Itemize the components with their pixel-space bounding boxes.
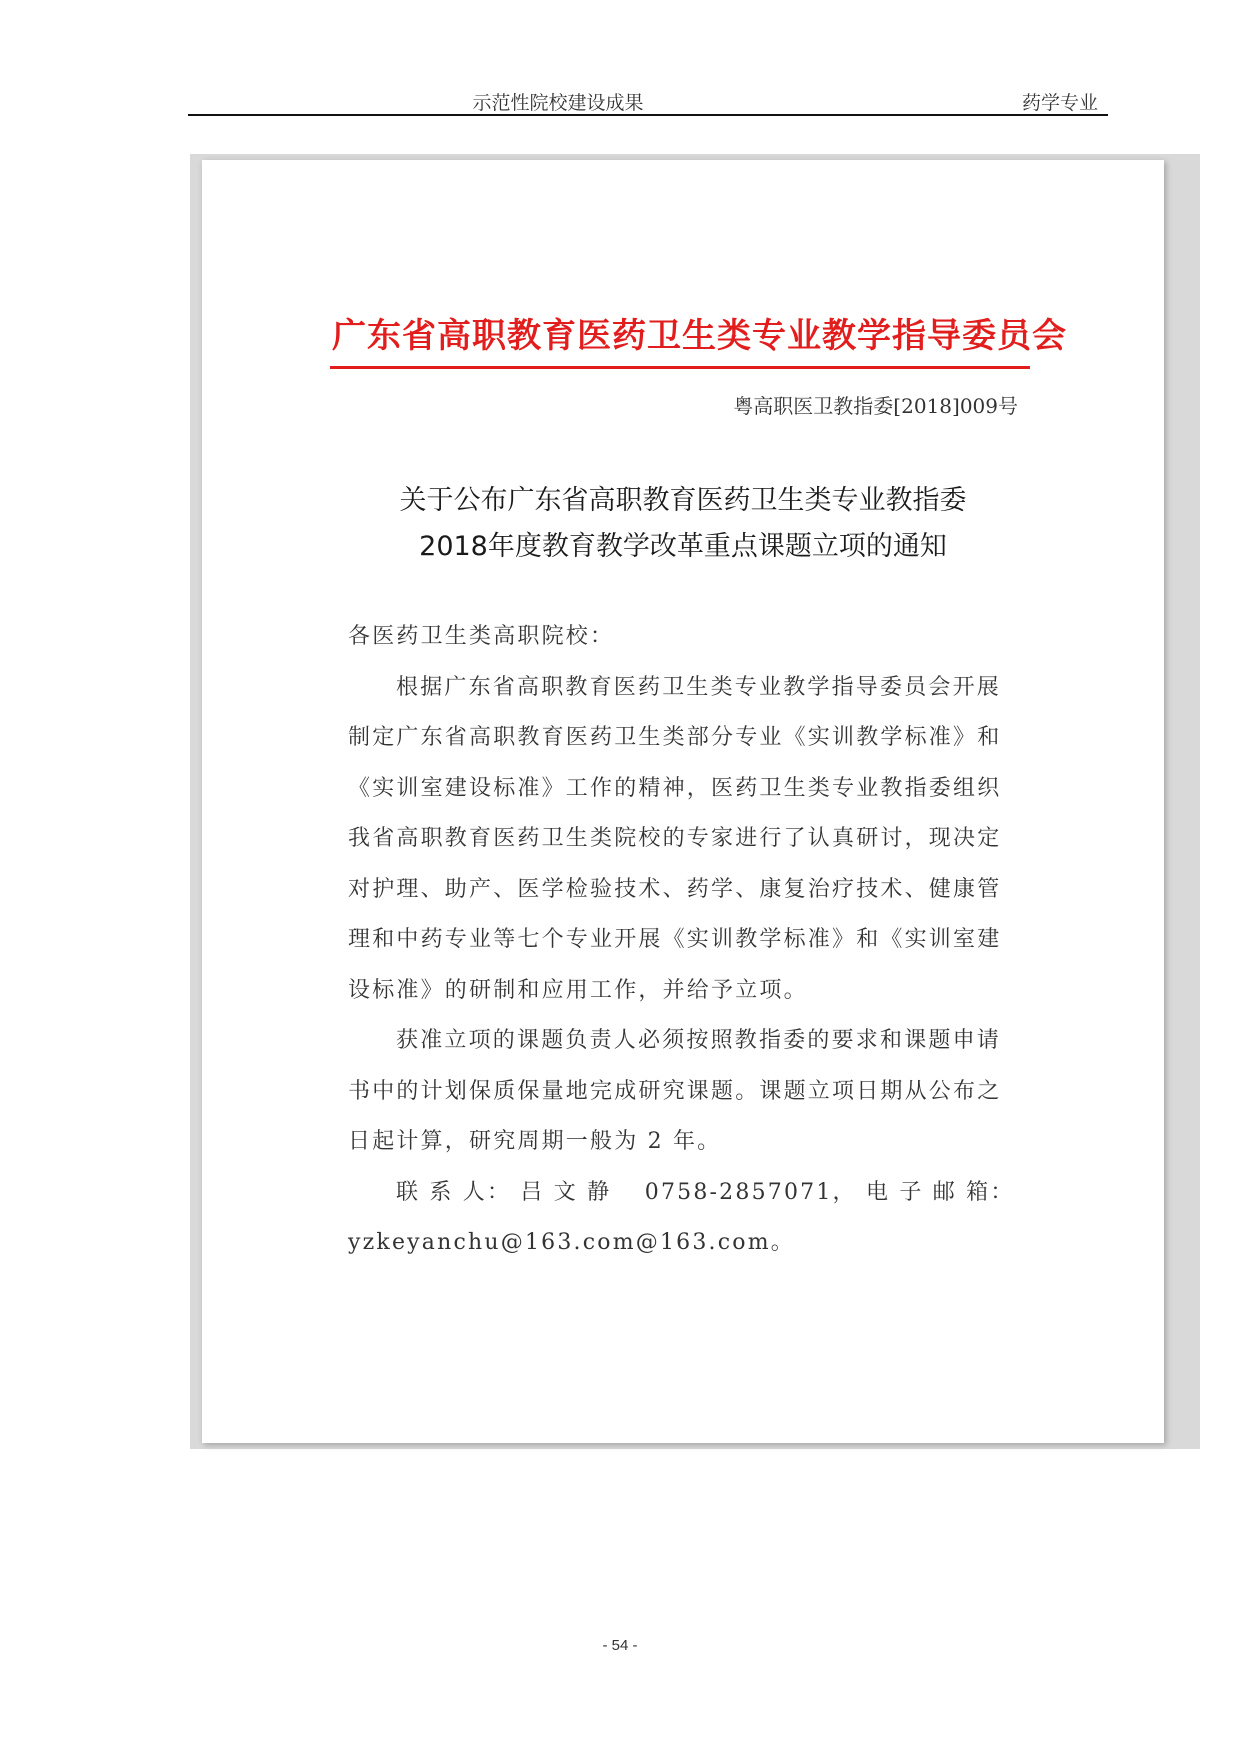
running-header — [188, 84, 1108, 116]
document-number: 粤高职医卫教指委[2018]009号 — [733, 394, 1018, 418]
body-paragraph-1: 根据广东省高职教育医药卫生类专业教学指导委员会开展制定广东省高职教育医药卫生类部分专业《实训教学标准》和《实训室建设标准》工作的精神，医药卫生类专业教指委组织我省高职教育医药卫生类院校的专家进行了认真研讨，现决定对护理、助产、医学检验技术、药学、康复治疗技术、健康管理和中药专业等七个专业开展《实训教学标准》和《实训室建设标准》的研制和应用工作，并给予立项。 — [348, 674, 1002, 1003]
notice-title-line-1: 关于公布广东省高职教育医药卫生类专业教指委 — [399, 485, 967, 516]
contact-email: yzkeyanchu@163.com@163.com。 — [348, 1230, 795, 1255]
notice-title-line-2: 2018年度教育教学改革重点课题立项的通知 — [419, 531, 947, 562]
scanned-notice-page — [202, 160, 1164, 1443]
notice-title — [202, 478, 1164, 570]
letterhead-red-rule — [330, 366, 1030, 369]
page-number: - 54 - — [602, 1637, 638, 1654]
body-paragraph-2: 获准立项的课题负责人必须按照教指委的要求和课题申请书中的计划保质保量地完成研究课题。课题立项日期从公布之日起计算，研究周期一般为 2 年。 — [348, 1028, 1002, 1154]
contact-line: 联 系 人： 吕 文 静 0758-2857071， 电 子 邮 箱： — [396, 1179, 1015, 1205]
header-subject: 药学专业 — [1021, 92, 1098, 114]
notice-body — [348, 612, 1020, 1269]
salutation: 各医药卫生类高职院校： — [348, 624, 615, 649]
header-title: 示范性院校建设成果 — [472, 92, 644, 114]
organization-letterhead: 广东省高职教育医药卫生类专业教学指导委员会 — [332, 316, 1067, 356]
